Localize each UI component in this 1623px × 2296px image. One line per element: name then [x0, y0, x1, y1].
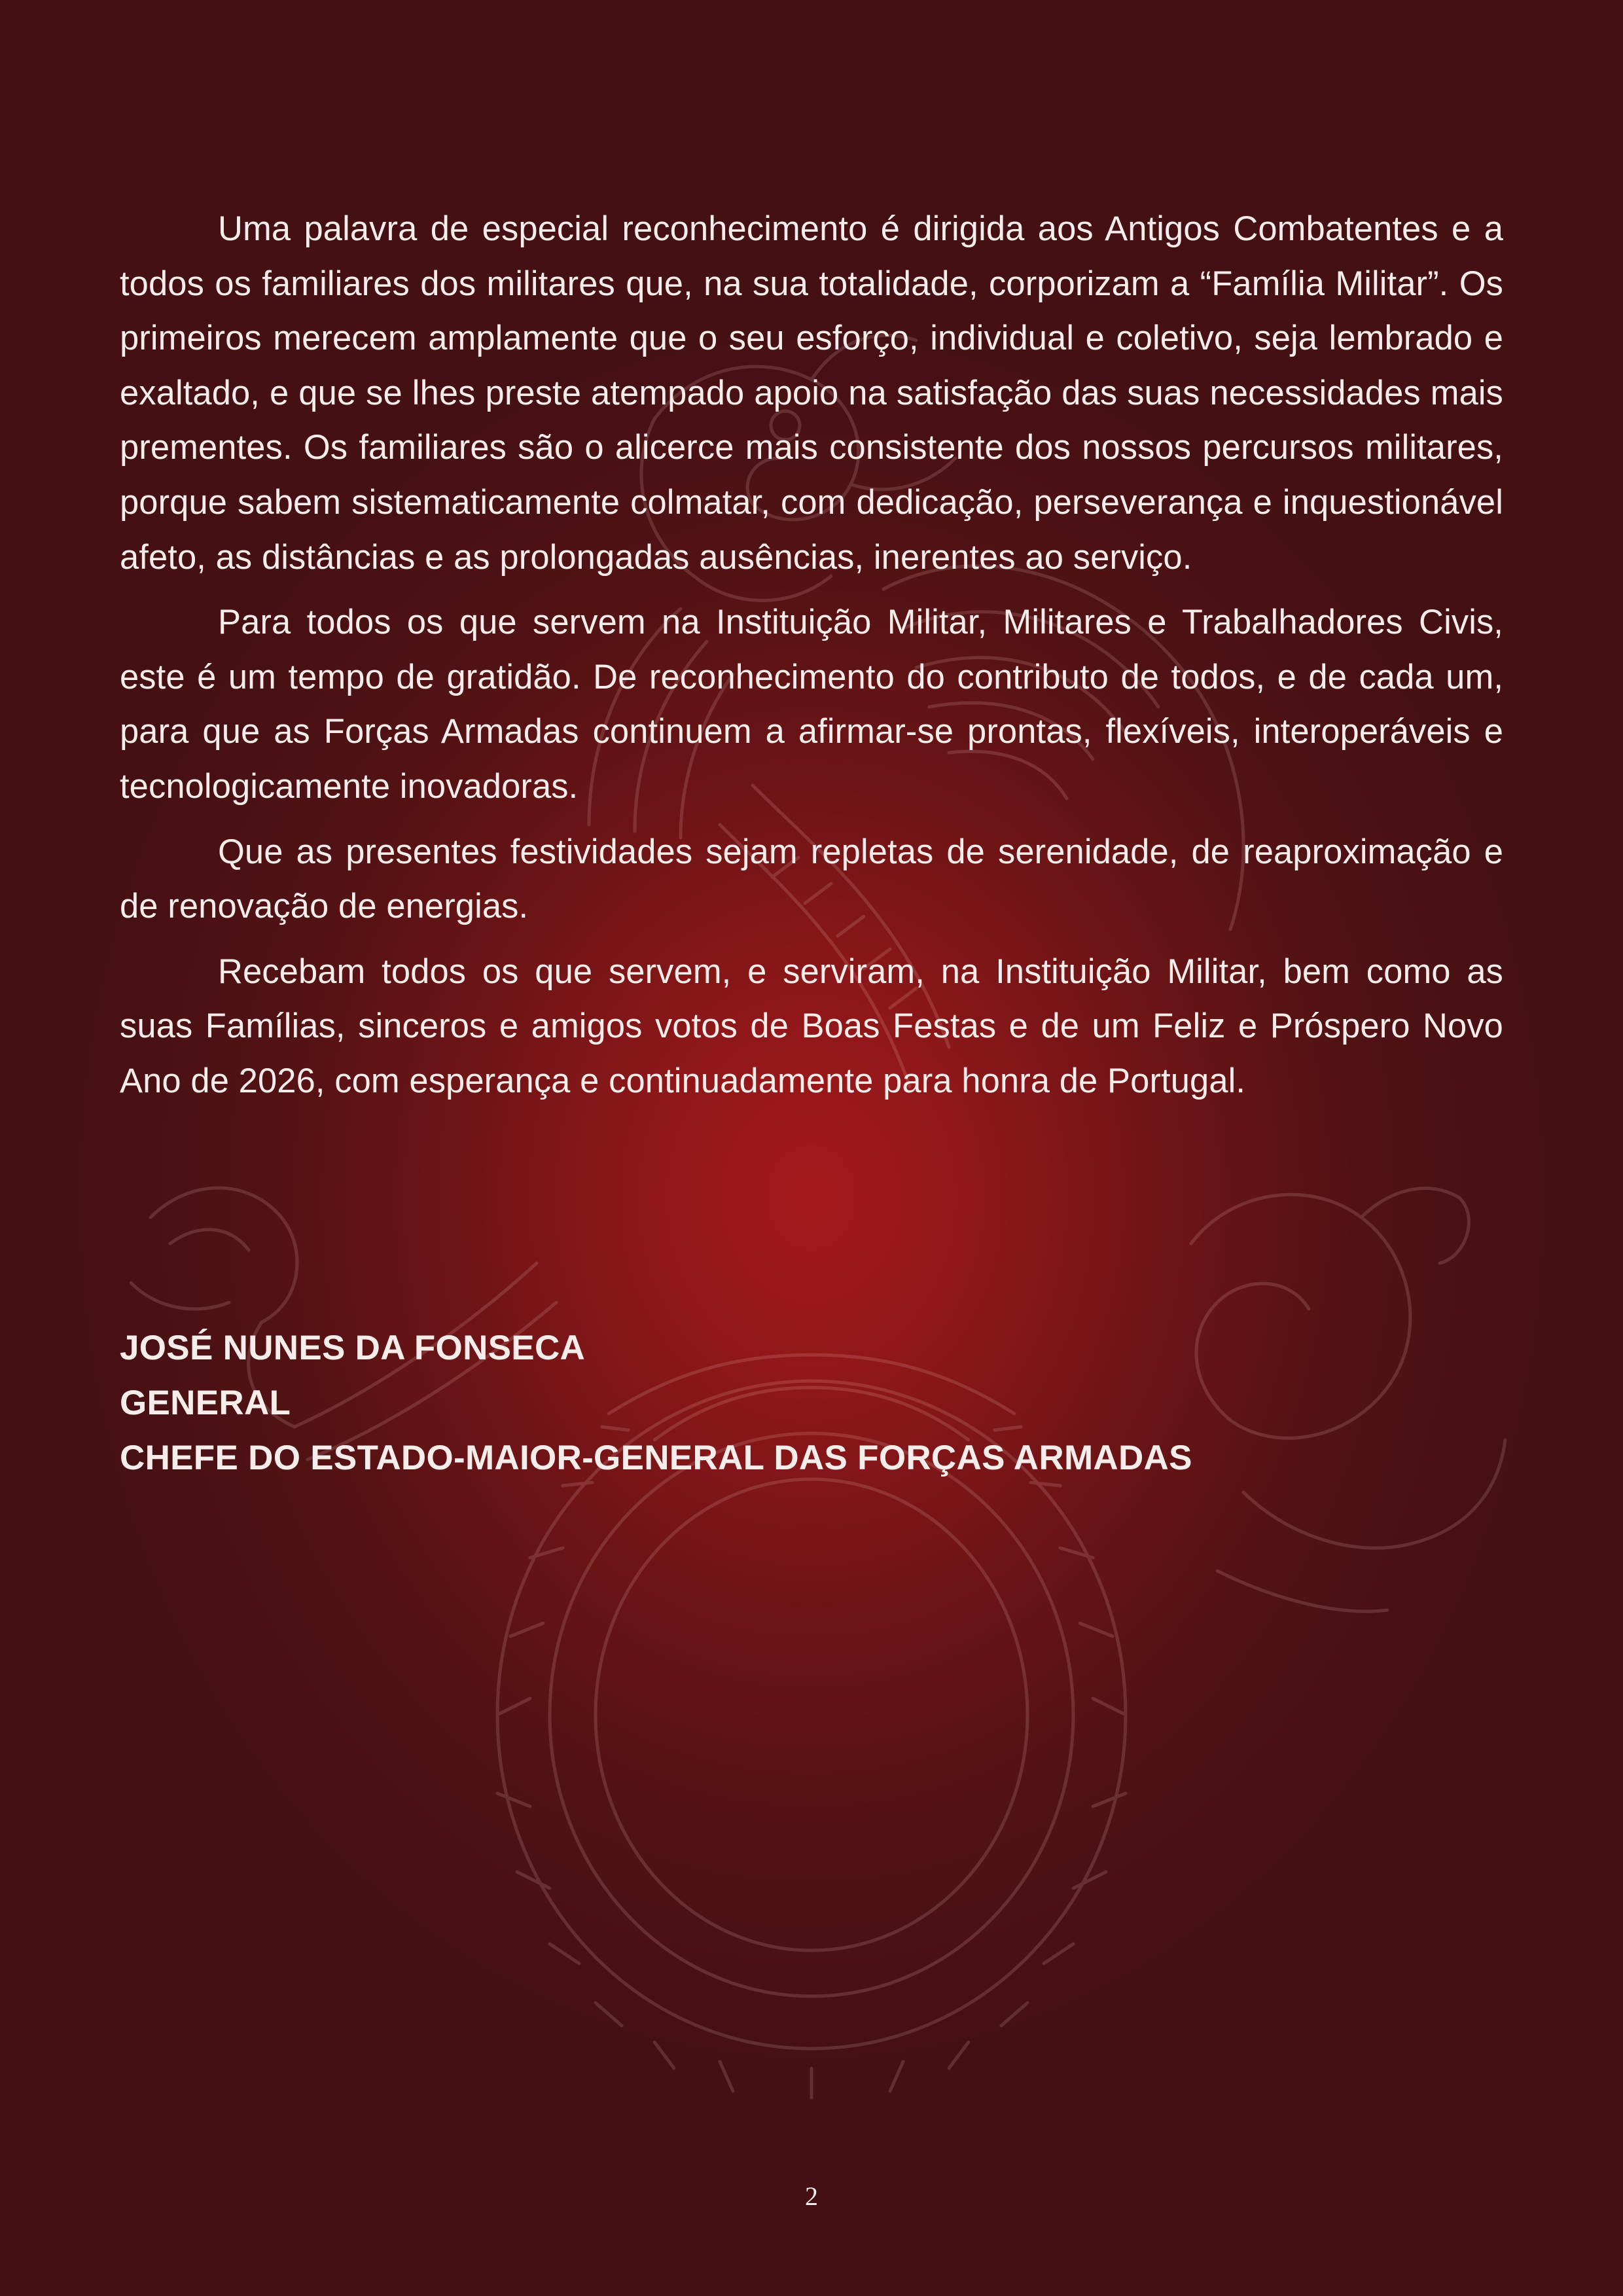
paragraph-festivities: Que as presentes festividades sejam repletas de serenidade, de reaproximação e de renovação de energias.	[120, 832, 1503, 926]
letter-body	[120, 202, 1503, 1164]
signature-position: CHEFE DO ESTADO-MAIOR-GENERAL DAS FORÇAS ARMADAS	[120, 1439, 1192, 1477]
signature-rank: GENERAL	[120, 1384, 291, 1422]
paragraph-gratitude: Para todos os que servem na Instituição Militar, Militares e Trabalhadores Civis, este é um tempo de gratidão. De reconhecimento do contributo de todos, e de cada um, para que as Forças Armadas continuem a afirmar-se prontas, flexíveis, interoperáveis e tecnologicamente inovadoras.	[120, 603, 1503, 806]
paragraph-new-year-wishes: Recebam todos os que servem, e serviram, na Instituição Militar, bem como as suas Famílias, sinceros e amigos votos de Boas Festas e de um Feliz e Próspero Novo Ano de 2026, com esperança e continuadamente para honra de Portugal.	[120, 952, 1503, 1100]
signature-name: JOSÉ NUNES DA FONSECA	[120, 1329, 586, 1367]
page-number: 2	[805, 2181, 818, 2211]
signature-block	[120, 1321, 1503, 1486]
paragraph-family-recognition: Uma palavra de especial reconhecimento é dirigida aos Antigos Combatentes e a todos os familiares dos militares que, na sua totalidade, corporizam a “Família Militar”. Os primeiros merecem amplamente que o seu esforço, individual e coletivo, seja lembrado e exaltado, e que se lhes preste atempado apoio na satisfação das suas necessidades mais prementes. Os familiares são o alicerce mais consistente dos nossos percursos militares, porque sabem sistematicamente colmatar, com dedicação, perseverança e inquestionável afeto, as distâncias e as prolongadas ausências, inerentes ao serviço.	[120, 209, 1503, 577]
